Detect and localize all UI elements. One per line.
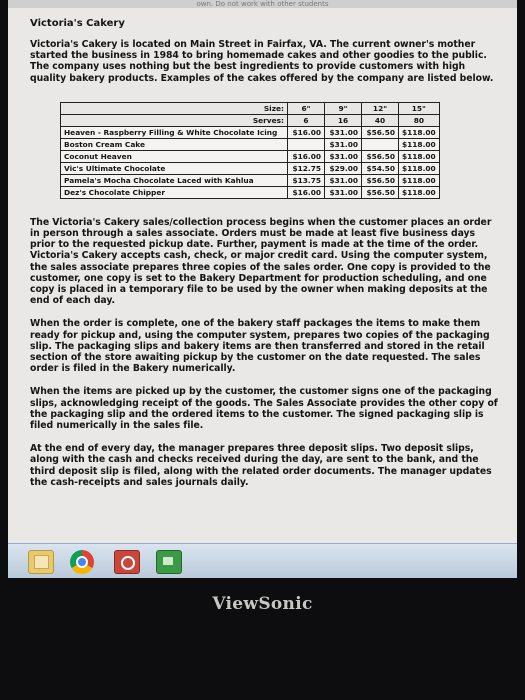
price-cell: $31.00	[325, 174, 362, 186]
price-cell: $56.50	[362, 126, 399, 138]
size-row	[61, 102, 440, 114]
price-cell: $56.50	[362, 150, 399, 162]
process-paragraph-3: When the items are picked up by the customer, the customer signs one of the packaging slips, acknowledging receipt of the goods. The Sales Associate provides the other copy of the packaging slip and the ordered items to the customer. The signed packaging slip is filed numerically in the sales file.	[30, 386, 498, 432]
cake-name: Heaven - Raspberry Filling & White Chocolate Icing	[61, 126, 288, 138]
size-6: 6"	[288, 102, 325, 114]
cake-name: Coconut Heaven	[61, 150, 288, 162]
process-paragraph-1: The Victoria's Cakery sales/collection process begins when the customer places an order in person through a sales associate. Orders must be made at least five business days prior to the requested pickup date. Further, payment is made at the time of the order. Victoria's Cakery accepts cash, check, or major credit card. Using the computer system, the sales associate prepares three copies of the sales order. One copy is provided to the customer, one copy is set to the Bakery Department for production scheduling, and one copy is placed in a temporary file to be used by the owner when making deposits at the end of each day.	[30, 216, 492, 307]
table-row	[61, 174, 440, 186]
serves-9: 16	[325, 114, 362, 126]
price-cell: $118.00	[399, 162, 440, 174]
serves-row	[61, 114, 440, 126]
price-cell	[362, 138, 399, 150]
folder-icon[interactable]	[28, 550, 54, 574]
price-cell: $118.00	[399, 174, 440, 186]
chrome-icon[interactable]	[70, 550, 94, 574]
app-icon[interactable]	[114, 550, 140, 574]
price-cell: $13.75	[288, 174, 325, 186]
process-paragraph-2: When the order is complete, one of the bakery staff packages the items to make them ready for pickup and, using the computer system, prepares two copies of the packaging slip. The packaging slips and bakery items are then transferred and stored in the retail section of the store awaiting pickup by the customer on the date requested. The sales order is filed in the Bakery numerically.	[30, 318, 490, 375]
price-cell: $118.00	[399, 126, 440, 138]
cake-name: Vic's Ultimate Chocolate	[61, 162, 288, 174]
price-cell: $31.00	[325, 138, 362, 150]
price-cell: $16.00	[288, 186, 325, 198]
table-row	[61, 138, 440, 150]
price-cell: $118.00	[399, 138, 440, 150]
price-cell: $56.50	[362, 174, 399, 186]
document	[30, 14, 498, 500]
document-title: Victoria's Cakery	[30, 18, 125, 29]
cake-price-table	[60, 102, 440, 199]
table-row	[61, 150, 440, 162]
price-cell: $56.50	[362, 186, 399, 198]
taskbar	[8, 543, 517, 578]
price-cell: $12.75	[288, 162, 325, 174]
cake-name: Pamela's Mocha Chocolate Laced with Kahlua	[61, 174, 288, 186]
serves-15: 80	[399, 114, 440, 126]
cut-off-header-text: own. Do not work with other students	[8, 0, 517, 8]
price-cell: $29.00	[325, 162, 362, 174]
monitor-screen	[8, 0, 517, 578]
spreadsheet-icon[interactable]	[156, 550, 182, 574]
price-cell: $31.00	[325, 186, 362, 198]
cake-name: Dez's Chocolate Chipper	[61, 186, 288, 198]
price-cell: $118.00	[399, 150, 440, 162]
table-row	[61, 162, 440, 174]
size-12: 12"	[362, 102, 399, 114]
price-cell: $16.00	[288, 126, 325, 138]
price-cell	[288, 138, 325, 150]
table-row	[61, 186, 440, 198]
cake-name: Boston Cream Cake	[61, 138, 288, 150]
serves-6: 6	[288, 114, 325, 126]
size-label: Size:	[61, 102, 288, 114]
price-cell: $54.50	[362, 162, 399, 174]
serves-12: 40	[362, 114, 399, 126]
price-cell: $31.00	[325, 150, 362, 162]
process-paragraph-4: At the end of every day, the manager prepares three deposit slips. Two deposit slips, along with the cash and checks received during the day, are sent to the bank, and the third deposit slip is filed, along with the related order documents. The manager updates the cash-receipts and sales journals daily.	[30, 443, 492, 488]
monitor-brand-logo: ViewSonic	[212, 594, 313, 614]
price-cell: $16.00	[288, 150, 325, 162]
intro-paragraph: Victoria's Cakery is located on Main Street in Fairfax, VA. The current owner's mother started the business in 1984 to bring homemade cakes and other goodies to the public. The company uses nothing but the best ingredients to provide customers with high quality bakery products. Examples of the cakes offered by the company are listed below.	[30, 39, 494, 84]
serves-label: Serves:	[61, 114, 288, 126]
price-cell: $31.00	[325, 126, 362, 138]
size-9: 9"	[325, 102, 362, 114]
size-15: 15"	[399, 102, 440, 114]
table-row	[61, 126, 440, 138]
price-cell: $118.00	[399, 186, 440, 198]
